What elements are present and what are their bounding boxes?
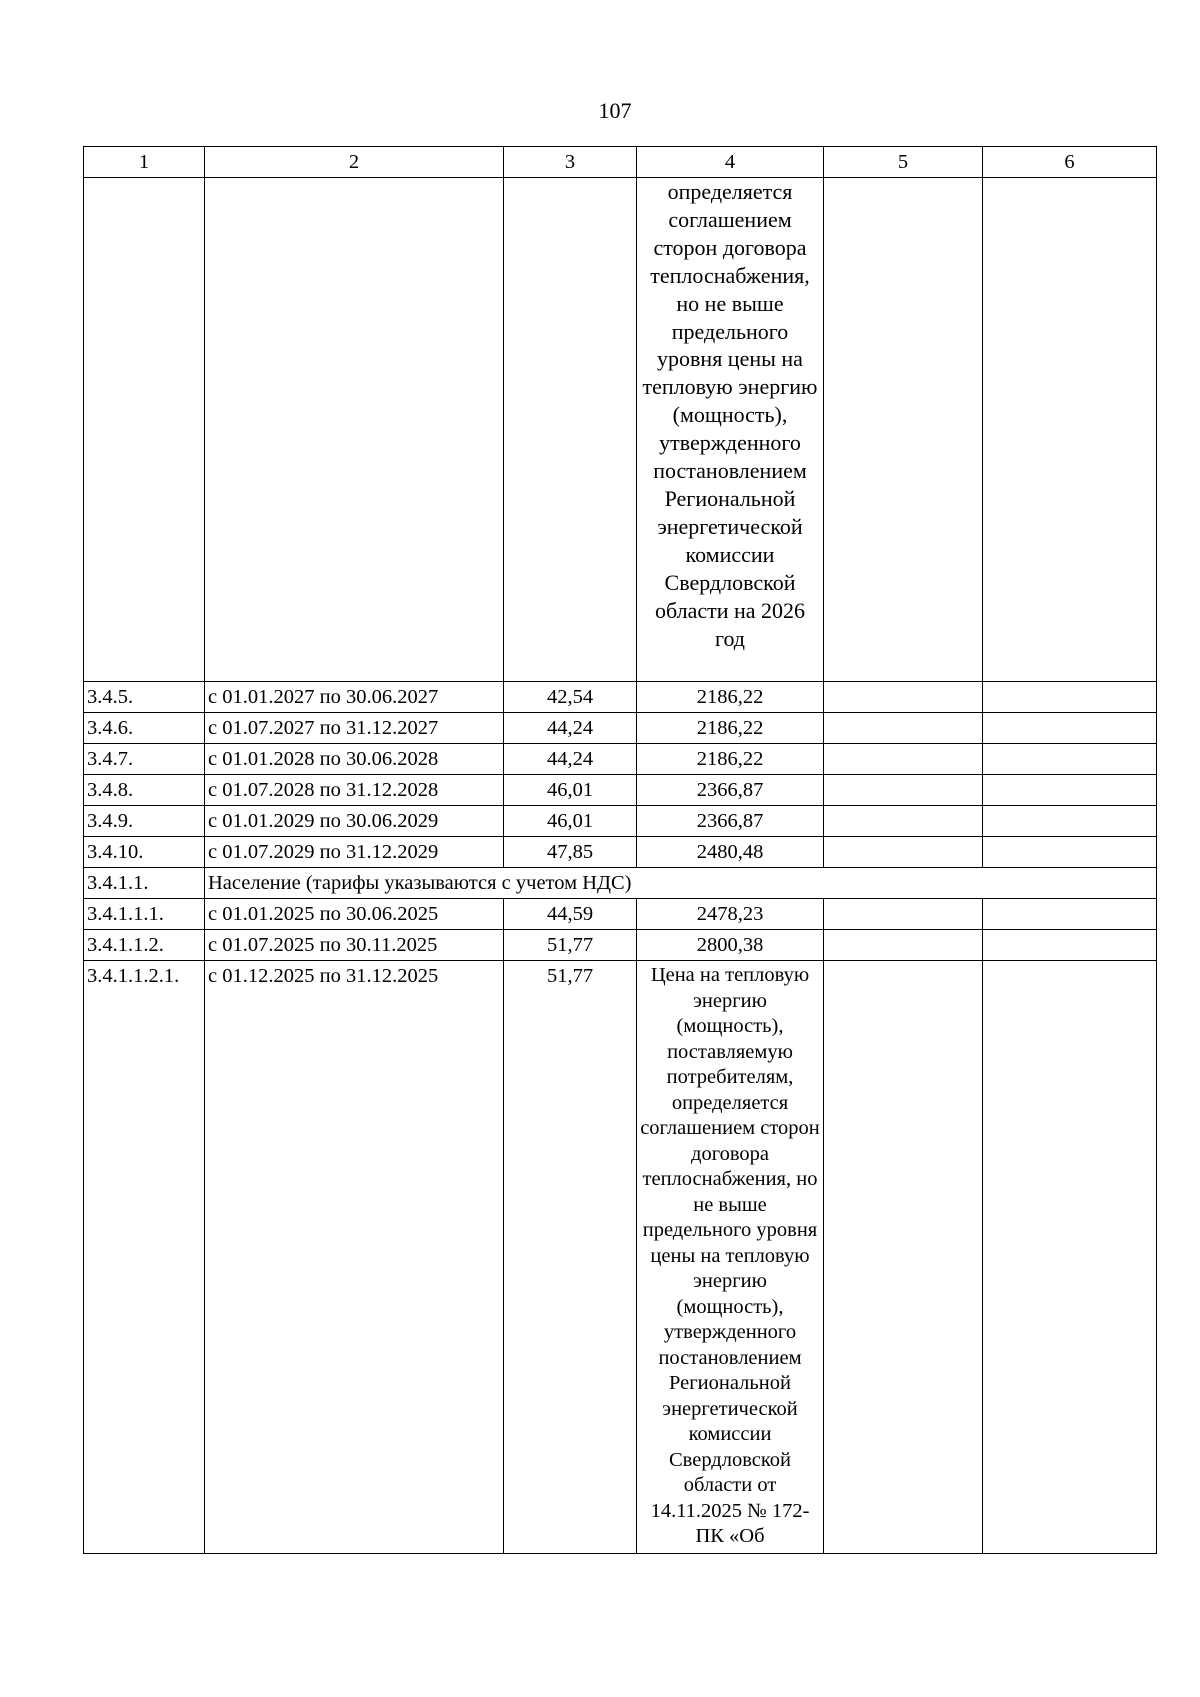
table-row [84, 713, 1157, 744]
tariff-table [83, 146, 1157, 1554]
header-cell: 6 [983, 147, 1157, 178]
row-price: 2366,87 [637, 806, 824, 837]
empty-cell [983, 930, 1157, 961]
row-period: с 01.07.2025 по 30.11.2025 [205, 930, 504, 961]
table-row [84, 806, 1157, 837]
row-number: 3.4.9. [84, 806, 205, 837]
empty-cell [983, 899, 1157, 930]
row-period: с 01.07.2029 по 31.12.2029 [205, 837, 504, 868]
page-number: 107 [598, 98, 632, 123]
table-row [84, 961, 1157, 1554]
header-cell: 3 [504, 147, 637, 178]
table-row [84, 930, 1157, 961]
row-number: 3.4.5. [84, 682, 205, 713]
table-row [84, 744, 1157, 775]
row-rate: 47,85 [504, 837, 637, 868]
row-price: 2186,22 [637, 713, 824, 744]
row-period: с 01.01.2029 по 30.06.2029 [205, 806, 504, 837]
row-number: 3.4.10. [84, 837, 205, 868]
row-price: 2478,23 [637, 899, 824, 930]
empty-cell [824, 930, 983, 961]
header-cell: 2 [205, 147, 504, 178]
price-note: Цена на тепловую энергию (мощность), поставляемую потребителям, определяется соглашением сторон договора теплоснабжения, но не выше предельного уровня цены на тепловую энергию (мощность), утвержденного постановлением Региональной энергетической комиссии Свердловской области от 14.11.2025 № 172-ПК «Об [637, 961, 824, 1554]
empty-cell [824, 961, 983, 1554]
row-price: 2186,22 [637, 744, 824, 775]
empty-cell [824, 806, 983, 837]
row-rate: 51,77 [504, 961, 637, 1554]
price-note: определяется соглашением сторон договора теплоснабжения, но не выше предельного уровня цены на тепловую энергию (мощность), утвержденного постановлением Региональной энергетической комиссии Свердловской области на 2026 год [637, 178, 824, 682]
table-row [84, 682, 1157, 713]
section-row [84, 868, 1157, 899]
table-row [84, 775, 1157, 806]
row-rate: 46,01 [504, 806, 637, 837]
empty-cell [824, 899, 983, 930]
empty-cell [983, 178, 1157, 682]
row-rate: 44,59 [504, 899, 637, 930]
empty-cell [983, 806, 1157, 837]
empty-cell [504, 178, 637, 682]
empty-cell [824, 178, 983, 682]
row-rate: 51,77 [504, 930, 637, 961]
row-number: 3.4.7. [84, 744, 205, 775]
empty-cell [983, 775, 1157, 806]
row-price: 2480,48 [637, 837, 824, 868]
continuation-row [84, 178, 1157, 682]
row-number: 3.4.1.1.1. [84, 899, 205, 930]
empty-cell [205, 178, 504, 682]
row-period: с 01.01.2028 по 30.06.2028 [205, 744, 504, 775]
empty-cell [983, 713, 1157, 744]
row-number: 3.4.6. [84, 713, 205, 744]
empty-cell [824, 775, 983, 806]
header-cell: 5 [824, 147, 983, 178]
empty-cell [824, 744, 983, 775]
row-rate: 42,54 [504, 682, 637, 713]
row-price: 2800,38 [637, 930, 824, 961]
row-period: с 01.01.2025 по 30.06.2025 [205, 899, 504, 930]
empty-cell [824, 713, 983, 744]
row-number: 3.4.1.1.2. [84, 930, 205, 961]
table-row [84, 899, 1157, 930]
empty-cell [983, 961, 1157, 1554]
row-number: 3.4.8. [84, 775, 205, 806]
empty-cell [983, 837, 1157, 868]
header-cell: 4 [637, 147, 824, 178]
row-number: 3.4.1.1.2.1. [84, 961, 205, 1554]
row-period: с 01.07.2027 по 31.12.2027 [205, 713, 504, 744]
section-number: 3.4.1.1. [84, 868, 205, 899]
row-period: с 01.07.2028 по 31.12.2028 [205, 775, 504, 806]
empty-cell [824, 837, 983, 868]
row-period: с 01.01.2027 по 30.06.2027 [205, 682, 504, 713]
section-title: Население (тарифы указываются с учетом НДС) [205, 868, 1157, 899]
row-rate: 44,24 [504, 713, 637, 744]
empty-cell [983, 744, 1157, 775]
row-period: с 01.12.2025 по 31.12.2025 [205, 961, 504, 1554]
header-cell: 1 [84, 147, 205, 178]
empty-cell [983, 682, 1157, 713]
row-rate: 44,24 [504, 744, 637, 775]
empty-cell [84, 178, 205, 682]
empty-cell [824, 682, 983, 713]
table-row [84, 837, 1157, 868]
row-price: 2186,22 [637, 682, 824, 713]
row-rate: 46,01 [504, 775, 637, 806]
header-row [84, 147, 1157, 178]
row-price: 2366,87 [637, 775, 824, 806]
